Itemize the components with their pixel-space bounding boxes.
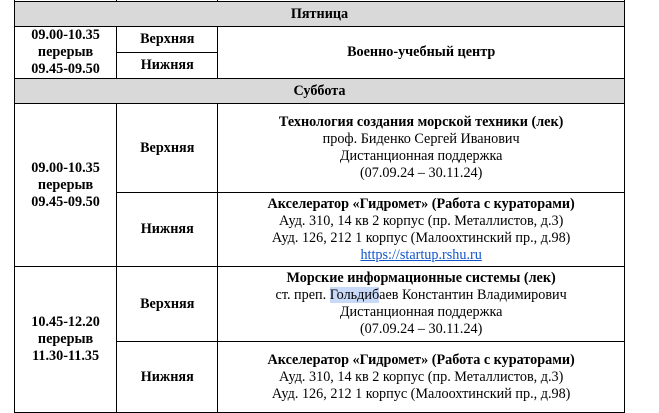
date-range: (07.09.24 – 30.11.24) [359, 321, 483, 337]
break-label: перерыв [37, 44, 94, 60]
day-header-saturday [15, 79, 625, 104]
time-start: 10.45-12.20 [31, 314, 100, 330]
week-top: Верхняя [117, 267, 218, 342]
location-2: Ауд. 126, 212 1 корпус (Малоохтинский пр., д.98) [271, 229, 571, 246]
subject-cell [218, 104, 625, 193]
day-header-friday [15, 2, 625, 27]
subject-cell: Военно-учебный центр [218, 27, 625, 79]
friday-row-top [15, 27, 625, 53]
time-cell [15, 267, 117, 413]
subject-title: Акселератор «Гидромет» (Работа с кураторами) [267, 351, 575, 368]
break-time: 09.45-09.50 [31, 61, 100, 77]
teacher-name: проф. Биденко Сергей Иванович [322, 131, 520, 147]
week-bottom: Нижняя [117, 193, 218, 267]
break-time: 09.45-09.50 [31, 193, 100, 210]
time-cell [15, 104, 117, 267]
time-cell [15, 27, 117, 79]
text-selection-highlight: Гольдиб [329, 287, 380, 303]
week-bottom: Нижняя [117, 53, 218, 79]
week-top: Верхняя [117, 104, 218, 193]
subject-cell [218, 193, 625, 267]
location-1: Ауд. 310, 14 кв 2 корпус (пр. Металлистов, д.3) [278, 212, 564, 229]
saturday-slot2-top [15, 267, 625, 342]
week-top: Верхняя [117, 27, 218, 53]
schedule-table [14, 0, 625, 413]
teacher-name [220, 287, 622, 304]
break-time: 11.30-11.35 [32, 348, 100, 364]
startup-link[interactable]: https://startup.rshu.ru [360, 246, 482, 263]
location-1: Ауд. 310, 14 кв 2 корпус (пр. Металлистов, д.3) [278, 368, 564, 385]
subject-title: Морские информационные системы (лек) [286, 270, 556, 286]
subject-cell [218, 267, 625, 342]
subject-title: Акселератор «Гидромет» (Работа с кураторами) [267, 195, 575, 212]
time-start: 09.00-10.35 [31, 27, 100, 43]
break-label: перерыв [37, 331, 94, 347]
date-range: (07.09.24 – 30.11.24) [359, 165, 483, 181]
delivery-mode: Дистанционная поддержка [339, 148, 503, 164]
day-label: Пятница [15, 2, 625, 27]
teacher-rest: аев Константин Владимирович [379, 287, 567, 303]
break-label: перерыв [37, 176, 94, 193]
day-label: Суббота [15, 79, 625, 104]
subject-title: Технология создания морской техники (лек) [278, 114, 564, 130]
teacher-prefix: ст. преп. [275, 287, 330, 303]
location-2: Ауд. 126, 212 1 корпус (Малоохтинский пр., д.98) [271, 385, 571, 402]
time-start: 09.00-10.35 [31, 159, 100, 176]
delivery-mode: Дистанционная поддержка [339, 304, 503, 320]
saturday-slot1-top [15, 104, 625, 193]
week-bottom: Нижняя [117, 342, 218, 413]
subject-cell [218, 342, 625, 413]
